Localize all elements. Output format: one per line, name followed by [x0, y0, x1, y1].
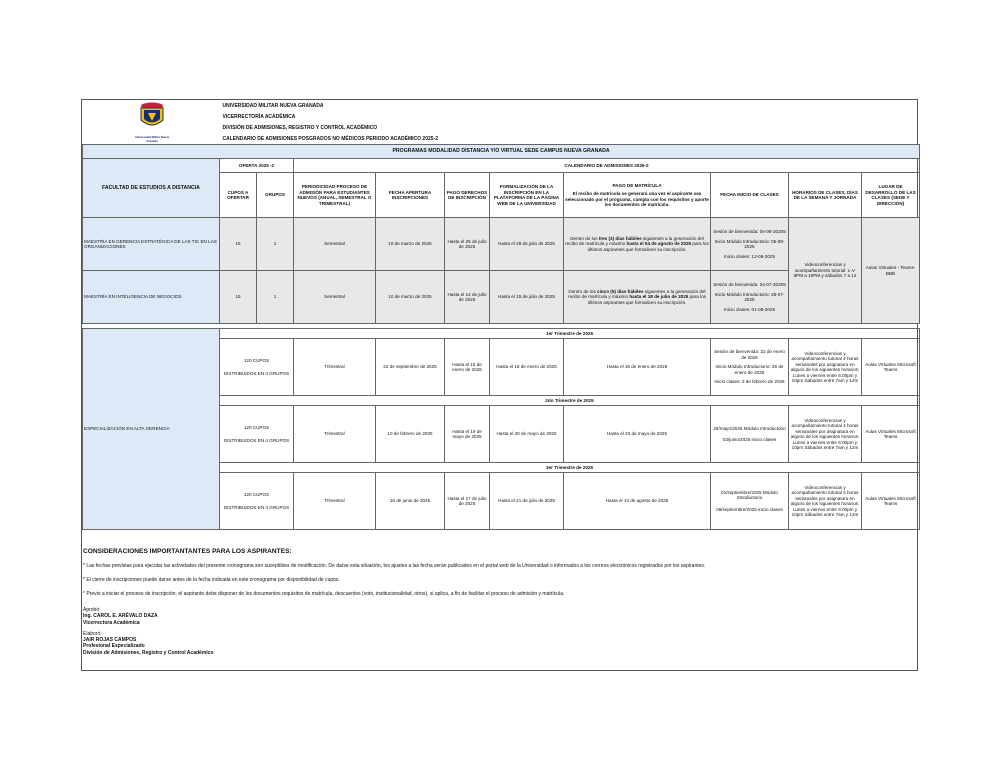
- horario-value: Videoconferencias y acompañamiento tutorial 4 horas semanales por asignatura en alguno de los siguientes horarios: Lunes a viernes entre 6:00pm y 10pm Sábados entre 7am y 12m: [789, 473, 862, 530]
- cupos-value: 120 CUPOS DISTRIBUIDOS EN 4 GRUPOS: [220, 406, 294, 463]
- col-grupos: GRUPOS: [257, 173, 294, 218]
- table-row: [83, 218, 920, 271]
- apertura-value: 10 de marzo de 2025: [376, 218, 445, 271]
- program-name: ESPECIALIZACIÓN EN ALTA GERENCIA: [83, 329, 220, 530]
- pago-derechos-value: Hasta el 25 de julio de 2025: [445, 218, 490, 271]
- periodicidad-value: Semestral: [294, 271, 376, 324]
- considerations: [82, 546, 917, 656]
- calendar-title: CALENDARIO DE ADMISIONES POSGRADOS NO MÉDICOS PERIODO ACADÉMICO 2025-2: [222, 135, 438, 142]
- trimestre-title: 2do Trimestre de 2025: [220, 396, 920, 406]
- apertura-value: 16 de junio de 2025: [376, 473, 445, 530]
- pago-derechos-value: Hasta el 14 de julio de 2025: [445, 271, 490, 324]
- cupos-value: 15: [220, 271, 257, 324]
- periodicidad-value: Trimestral: [294, 473, 376, 530]
- col-cupos: CUPOS A OFERTAR: [220, 173, 257, 218]
- apertura-value: 10 de febrero de 2025: [376, 406, 445, 463]
- cupos-value: 15: [220, 218, 257, 271]
- program-name: MAESTRÍA EN INTELIGENCIA DE NEGOCIOS: [83, 271, 220, 324]
- lugar-value: Aulas Virtuales Microsoft Teams: [862, 339, 920, 396]
- inicio-clases-value: 01/septiembre/2025 Módulo Introductorio 08/septiembre/2025 inicio clases: [711, 473, 789, 530]
- apertura-value: 22 de septiembre de 2025: [376, 339, 445, 396]
- trimestre-title: 3er Trimestre de 2025: [220, 463, 920, 473]
- cupos-value: 120 CUPOS DISTRIBUIDOS EN 4 GRUPOS: [220, 473, 294, 530]
- horario-value: Videoconferencias y acompañamiento tutorial 4 horas semanales por asignatura en alguno de los siguientes horarios: Lunes a viernes entre 6:00pm y 10pm Sábados entre 7am y 12m: [789, 339, 862, 396]
- university-name: UNIVERSIDAD MILITAR NUEVA GRANADA: [222, 102, 324, 109]
- lugar-value: Aulas Virtuales - Teams- BBB: [862, 218, 920, 324]
- grupos-value: 1: [257, 271, 294, 324]
- faculty-header: FACULTAD DE ESTUDIOS A DISTANCIA: [83, 159, 220, 218]
- pago-matricula-title: PAGO DE MATRÍCULA: [612, 182, 662, 188]
- periodicidad-value: Semestral: [294, 218, 376, 271]
- periodicidad-value: Trimestral: [294, 406, 376, 463]
- logo-caption: Universidad Militar Nueva Granada: [134, 135, 170, 143]
- apertura-value: 10 de marzo de 2025: [376, 271, 445, 324]
- horario-value: Videoconferencias y acompañamiento tutorial: L-V 6PM a 10PM y sábados 7 a 12: [789, 218, 862, 324]
- shield-icon: [135, 100, 169, 134]
- col-apertura: FECHA APERTURA INSCRIPCIONES: [376, 173, 445, 218]
- division: DIVISIÓN DE ADMISIONES, REGISTRO Y CONTROL ACADÉMICO: [222, 124, 378, 131]
- approved-signature: Aprobó: Ing. CAROL E. ARÉVALO DAZA Vicerrectora Académica: [83, 607, 158, 626]
- cupos-value: 120 CUPOS DISTRIBUIDOS EN 4 GRUPOS: [220, 339, 294, 396]
- pago-matricula-value: Hasta el 16 de enero de 2026: [564, 339, 711, 396]
- pago-matricula-value: Dentro de los cinco (5) días hábiles siguientes a la generación del recibo de matrícula y máximo hasta el 18 de julio de 2025 para los últimos aspirantes que formalicen su inscripción.: [564, 271, 711, 324]
- grupos-value: 1: [257, 218, 294, 271]
- col-periodicidad: PERIODICIDAD PROCESO DE ADMISIÓN PARA ESTUDIANTES NUEVOS (ANUAL, SEMESTRAL O TRIMESTRAL): [294, 173, 376, 218]
- col-horarios: HORARIOS DE CLASES, DÍAS DE LA SEMANA Y JORNADA: [789, 173, 862, 218]
- pago-derechos-value: Hasta el 19 de mayo de 2025: [445, 406, 490, 463]
- pago-matricula-desc: El recibo de matrícula se generará una vez el aspirante sea seleccionado por el programa, cumpla con los requisitos y aporte los documentos de matrícula.: [565, 191, 709, 207]
- formalizacion-value: Hasta el 20 de mayo de 2025: [490, 406, 564, 463]
- programs-banner: PROGRAMAS MODALIDAD DISTANCIA Y/O VIRTUAL SEDE CAMPUS NUEVA GRANADA: [83, 145, 920, 159]
- calendar-sheet: [81, 99, 918, 671]
- formalizacion-value: Hasta el 16 de enero de 2026: [490, 339, 564, 396]
- lugar-value: Aulas Virtuales Microsoft Teams: [862, 473, 920, 530]
- formalizacion-value: Hasta el 21 de julio de 2025: [490, 473, 564, 530]
- inicio-clases-value: 26/mayo/2025 Módulo Introductorio 03/junio/2025 inicio clases: [711, 406, 789, 463]
- pago-matricula-value: Dentro de los tres (3) días hábiles siguientes a la generación del recibo de matrícula y máximo hasta el 04 de agosto de 2025 para los últimos aspirantes que formalicen su inscripción.: [564, 218, 711, 271]
- horario-value: Videoconferencias y acompañamiento tutorial 4 horas semanales por asignatura en alguno de los siguientes horarios: Lunes a viernes entre 6:00pm y 10pm Sábados entre 7am y 12m: [789, 406, 862, 463]
- oferta-header: OFERTA 2025 -2: [220, 159, 294, 173]
- prepared-signature: Elaboró: JAIR ROJAS CAMPOS Profesional Especializado División de Admisiones, Registro y Control Académico: [83, 630, 214, 656]
- periodicidad-value: Trimestral: [294, 339, 376, 396]
- university-logo: [132, 100, 172, 142]
- calendar-table: [82, 100, 920, 530]
- pago-derechos-value: Hasta el 15 de enero de 2026: [445, 339, 490, 396]
- inicio-clases-value: Sesión de bienvenida: 04-08-20205 Inicio Módulo Introductorio: 05-08-2025 Inicio clases: 12-08-2025: [711, 218, 789, 271]
- lugar-value: Aulas Virtuales Microsoft Teams: [862, 406, 920, 463]
- considerations-title: CONSIDERACIONES IMPORTANTANTES PARA LOS ASPIRANTES:: [83, 548, 292, 555]
- formalizacion-value: Hasta el 28 de julio de 2025: [490, 218, 564, 271]
- consideration-item: * Las fechas previstas para ejecutar las actividades del presente cronograma son suceptibles de modificación. De darse esta situación, los ajustes a las fecha serán publicados en el portal web de la Universidad o informados a los correos electrónicos registrados por los aspirantes.: [83, 563, 706, 569]
- pago-matricula-value: Hasta el 23 de mayo de 2025: [564, 406, 711, 463]
- formalizacion-value: Hasta el 15 de julio de 2025: [490, 271, 564, 324]
- pago-derechos-value: Hasta el 17 de julio de 2025: [445, 473, 490, 530]
- col-pago-matricula: [564, 173, 711, 218]
- col-formalizacion: FORMALIZACIÓN DE LA INSCRIPCIÓN EN LA PLATAFORMA DE LA PÁGINA WEB DE LA UNIVERSIDAD: [490, 173, 564, 218]
- consideration-item: * El cierre de inscripciones puede darse antes de la fecha indicada en este cronograma por disponibilidad de cupos.: [83, 577, 340, 583]
- col-lugar: LUGAR DE DESARROLLO DE LAS CLASES (SEDE Y DIRECCIÓN): [862, 173, 920, 218]
- vicerrectoria: VICERRECTORÍA ACADÉMICA: [222, 113, 296, 120]
- col-inicio-clases: FECHA INICIO DE CLASES: [711, 173, 789, 218]
- calendario-header: CALENDARIO DE ADMISIONES 2025-2: [294, 159, 920, 173]
- col-pago-derechos: PAGO DERECHOS DE INSCRIPCIÓN: [445, 173, 490, 218]
- consideration-item: * Previo a iniciar el proceso de inscripción, el aspirante debe disponer de los documentos requisitos de matrícula, descuentos (voto, institucionalidad, otros), si aplica, a fin de facilitar el proceso de admisión y matrícula.: [83, 591, 565, 597]
- inicio-clases-value: Sesión de bienvenida: 24-07-20205 Inicio Módulo Introductorio: 28-07-2025 Inicio clases: 01-08-2025: [711, 271, 789, 324]
- inicio-clases-value: Sesión de bienvenida: 22 de enero de 2026 Inicio Módulo Introductorio: 26 de enero de 2026 Inicio clases: 2 de febrero de 2026: [711, 339, 789, 396]
- pago-matricula-value: Hasta el 13 de agosto de 2025: [564, 473, 711, 530]
- program-name: MAESTRÍA EN GERENCIA ESTRATÉGICA DE LAS TIC EN LAS ORGANIZACIONES: [83, 218, 220, 271]
- trimestre-title: 1er Trimestre de 2026: [220, 329, 920, 339]
